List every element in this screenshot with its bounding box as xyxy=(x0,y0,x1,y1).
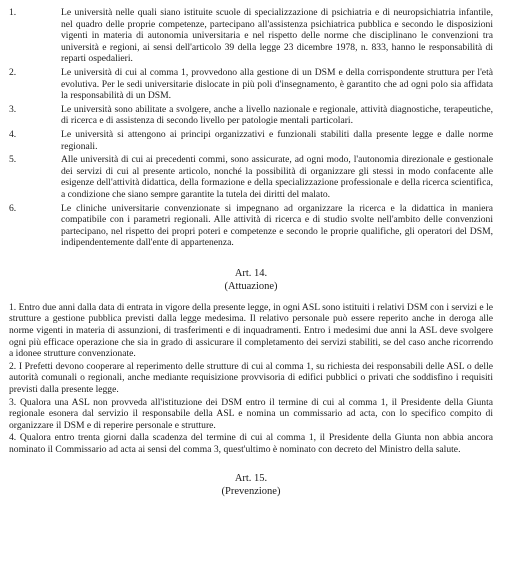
list-item xyxy=(9,203,493,249)
item-text: Le università sono abilitate a svolgere, anche a livello nazionale e regionale, attività diagnostiche, terapeutiche, di ricerca e di assistenza di secondo livello per patologie mentali particolari. xyxy=(61,103,493,127)
item-number: 4. xyxy=(9,128,17,140)
item-number: 2. xyxy=(9,66,17,78)
article-13-list xyxy=(9,7,493,249)
article-15-title: Art. 15. xyxy=(234,472,268,484)
list-item xyxy=(9,67,493,102)
article-14-subtitle: (Attuazione) xyxy=(224,280,278,292)
item-text: Le università di cui al comma 1, provvedono alla gestione di un DSM e della corrispondente struttura per l'età evolutiva. Per le sedi universitarie dislocate in più poli d'insegnamento, è garantito che ad ogni polo sia affidata la responsabilità di un DSM. xyxy=(61,66,493,102)
list-item xyxy=(9,104,493,127)
item-number: 1. xyxy=(9,7,17,18)
item-number: 3. xyxy=(9,103,17,115)
article-14-paragraph-1: 1. Entro due anni dalla data di entrata in vigore della presente legge, in ogni ASL sono istituiti i relativi DSM con i servizi e le strutture a gestione pubblica previsti dalla legge medesima. Il relativo personale può essere reperito anche in deroga alle norme vigenti in materia di assunzioni, di trasferimenti e di inquadramenti. Entro i medesimi due anni la ASL deve svolgere ogni più efficace operazione che sia in grado di assicurare il completamento dei servizi stabiliti, se del caso anche ricorrendo a idonee strutture convenzionate. xyxy=(9,301,493,360)
item-text: Le università nelle quali siano istituite scuole di specializzazione di psichiatria e di neuropsichiatria infantile, nel quadro delle proprie competenze, partecipano all'assistenza psichiatrica pubblica e secondo le disposizioni vigenti in materia di autonomia universitaria e nel rispetto delle norme che disciplinano le convenzioni tra università e regioni, ai sensi dell'articolo 39 della legge 23 dicembre 1978, n. 833, hanno le responsabilità di reparti ospedalieri. xyxy=(61,7,493,65)
item-number: 5. xyxy=(9,154,17,166)
article-14-paragraph-4: 4. Qualora entro trenta giorni dalla scadenza del termine di cui al comma 1, il Presidente della Giunta non abbia ancora nominato il Commissario ad acta ai sensi del comma 3, quest'ultimo è nominato con decreto del Ministro della salute. xyxy=(9,432,493,455)
list-item xyxy=(9,7,493,65)
article-14-paragraph-2: 2. I Prefetti devono cooperare al reperimento delle strutture di cui al comma 1, su richiesta dei responsabili delle ASL o delle autorità comunali o regionali, anche mediante requisizione provvisoria di edifici pubblici o privati che soddisfino i requisiti previsti dalla presente legge. xyxy=(9,360,493,396)
item-text: Le università si attengono ai principi organizzativi e funzionali stabiliti dalla presente legge e dalle norme regionali. xyxy=(61,128,493,152)
article-14-title: Art. 14. xyxy=(234,267,268,279)
list-item xyxy=(9,154,493,200)
item-text: Alle università di cui ai precedenti commi, sono assicurate, ad ogni modo, l'autonomia direzionale e gestionale dei servizi di cui al presente articolo, nonché la possibilità di organizzare gli stessi in modo confacente alle esigenze dell'attività didattica, della formazione e della specializzazione professionale e della ricerca scientifica, a condizione che siano sempre garantite la tutela dei diritti del malato. xyxy=(61,154,493,200)
list-item xyxy=(9,129,493,152)
article-14-paragraph-3: 3. Qualora una ASL non provveda all'istituzione dei DSM entro il termine di cui al comma 1, il Presidente della Giunta regionale esonera dal servizio il responsabile della ASL e nomina un commissario ad acta, con lo specifico compito di organizzare il DSM e di reperire personale e strutture. xyxy=(9,396,493,431)
item-text: Le cliniche universitarie convenzionate si impegnano ad organizzare la ricerca e la didattica in maniera compatibile con i parametri regionali. Alle attività di ricerca e di studio svolte nell'ambito delle convenzioni partecipano, nel rispetto dei propri poteri e competenze e secondo le proprie qualifiche, gli operatori del DSM, indipendentemente dall'ente di appartenenza. xyxy=(61,202,493,249)
item-number: 6. xyxy=(9,202,17,214)
article-15-subtitle: (Prevenzione) xyxy=(221,485,281,497)
